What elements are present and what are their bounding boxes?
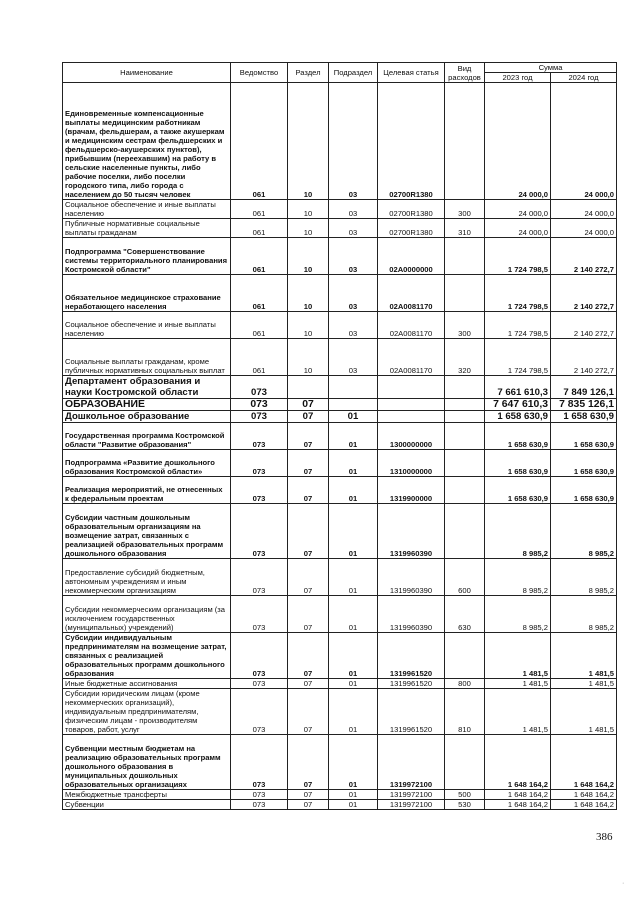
header-section: Раздел [288,63,329,83]
row-amount-2023: 24 000,0 [485,219,551,238]
header-subsection: Подраздел [329,63,378,83]
row-department: 061 [231,339,288,376]
edge-mark: · [622,880,625,887]
row-expense-type [445,238,485,275]
row-name: Социальное обеспечение и иные выплаты населению [63,312,231,339]
row-section: 07 [288,504,329,559]
row-amount-2024: 24 000,0 [551,219,617,238]
row-section: 10 [288,312,329,339]
row-target-article: 1319961520 [378,689,445,735]
table-row [63,679,617,689]
row-target-article: 1319961520 [378,679,445,689]
row-expense-type: 810 [445,689,485,735]
row-name: Социальное обеспечение и иные выплаты населению [63,200,231,219]
table-row [63,423,617,450]
row-expense-type: 800 [445,679,485,689]
row-subsection: 01 [329,735,378,790]
row-section: 10 [288,83,329,200]
row-department: 061 [231,275,288,312]
row-subsection: 01 [329,800,378,810]
row-department: 073 [231,790,288,800]
row-expense-type [445,83,485,200]
row-department: 061 [231,200,288,219]
row-target-article [378,411,445,423]
header-year-2024: 2024 год [551,73,617,83]
row-name: Государственная программа Костромской области "Развитие образования" [63,423,231,450]
row-name: Обязательное медицинское страхование неработающего населения [63,275,231,312]
row-section: 10 [288,339,329,376]
header-year-2023: 2023 год [485,73,551,83]
row-expense-type: 320 [445,339,485,376]
row-name: Социальные выплаты гражданам, кроме публичных нормативных социальных выплат [63,339,231,376]
row-expense-type: 630 [445,596,485,633]
row-name: Дошкольное образование [63,411,231,423]
row-amount-2024: 1 648 164,2 [551,790,617,800]
row-department: 073 [231,399,288,411]
table-row [63,735,617,790]
header-target-article: Целевая статья [378,63,445,83]
table-row [63,399,617,411]
row-name: Иные бюджетные ассигнования [63,679,231,689]
row-amount-2024: 2 140 272,7 [551,238,617,275]
row-department: 073 [231,596,288,633]
row-subsection: 01 [329,477,378,504]
row-department: 061 [231,219,288,238]
row-expense-type [445,376,485,399]
row-amount-2024: 1 481,5 [551,633,617,679]
row-section: 10 [288,275,329,312]
row-amount-2023: 1 724 798,5 [485,275,551,312]
row-target-article: 1319960390 [378,596,445,633]
row-amount-2024: 1 658 630,9 [551,411,617,423]
row-section: 07 [288,800,329,810]
row-department: 073 [231,800,288,810]
row-amount-2024: 24 000,0 [551,83,617,200]
row-amount-2024: 1 648 164,2 [551,735,617,790]
row-department: 073 [231,477,288,504]
row-target-article: 1319961520 [378,633,445,679]
row-section: 07 [288,399,329,411]
table-row [63,376,617,399]
row-subsection: 01 [329,504,378,559]
row-amount-2024: 1 658 630,9 [551,423,617,450]
row-name: Субсидии частным дошкольным образовательным организациям на возмещение затрат, связанных с реализацией образовательных программ дошкольного образования [63,504,231,559]
row-section: 10 [288,238,329,275]
row-amount-2023: 1 648 164,2 [485,790,551,800]
budget-table [62,62,617,810]
row-amount-2023: 8 985,2 [485,559,551,596]
table-row [63,504,617,559]
row-name: Субсидии индивидуальным предпринимателям на возмещение затрат, связанных с реализацией образовательных программ дошкольного образования [63,633,231,679]
row-expense-type [445,477,485,504]
row-section: 07 [288,689,329,735]
row-amount-2024: 8 985,2 [551,596,617,633]
row-section: 07 [288,411,329,423]
row-name: Субвенции [63,800,231,810]
row-amount-2024: 2 140 272,7 [551,312,617,339]
row-subsection: 01 [329,596,378,633]
row-amount-2023: 1 648 164,2 [485,735,551,790]
table-row [63,790,617,800]
table-row [63,559,617,596]
row-amount-2024: 1 481,5 [551,679,617,689]
row-target-article [378,399,445,411]
row-amount-2024: 8 985,2 [551,504,617,559]
row-name: Единовременные компенсационные выплаты медицинским работникам (врачам, фельдшерам, а также акушеркам и медицинским сестрам фельдшерских и фельдшерско-акушерских пунктов), прибывшим (переехавшим) на работу в сельские населенные пункты, либо рабочие поселки, либо поселки городского типа, либо города с населением до 50 тысяч человек [63,83,231,200]
row-target-article: 02А0081170 [378,312,445,339]
row-target-article: 1319960390 [378,559,445,596]
row-expense-type: 300 [445,200,485,219]
row-amount-2023: 1 481,5 [485,633,551,679]
row-subsection: 01 [329,450,378,477]
row-target-article: 1319972100 [378,790,445,800]
row-section: 07 [288,450,329,477]
row-subsection: 03 [329,275,378,312]
row-department: 073 [231,559,288,596]
row-expense-type: 530 [445,800,485,810]
table-row [63,339,617,376]
row-section: 07 [288,735,329,790]
row-expense-type [445,450,485,477]
row-expense-type: 600 [445,559,485,596]
row-department: 061 [231,83,288,200]
table-row [63,219,617,238]
row-expense-type: 310 [445,219,485,238]
row-amount-2023: 1 481,5 [485,689,551,735]
table-row [63,83,617,200]
table-row [63,312,617,339]
row-amount-2023: 1 724 798,5 [485,238,551,275]
row-amount-2023: 1 724 798,5 [485,312,551,339]
row-department: 073 [231,411,288,423]
row-department: 061 [231,238,288,275]
row-section: 07 [288,679,329,689]
row-target-article: 1310000000 [378,450,445,477]
row-section: 07 [288,596,329,633]
row-amount-2024: 1 648 164,2 [551,800,617,810]
row-amount-2024: 7 849 126,1 [551,376,617,399]
row-name: Межбюджетные трансферты [63,790,231,800]
row-amount-2024: 1 658 630,9 [551,477,617,504]
row-section: 10 [288,219,329,238]
row-expense-type [445,423,485,450]
row-subsection [329,376,378,399]
row-department: 073 [231,735,288,790]
row-amount-2023: 1 481,5 [485,679,551,689]
row-amount-2024: 7 835 126,1 [551,399,617,411]
row-subsection: 01 [329,679,378,689]
row-department: 073 [231,450,288,477]
row-section: 07 [288,559,329,596]
row-target-article: 02А0081170 [378,275,445,312]
row-amount-2023: 1 658 630,9 [485,423,551,450]
row-section: 07 [288,477,329,504]
row-amount-2023: 1 658 630,9 [485,450,551,477]
row-subsection: 03 [329,238,378,275]
row-name: Публичные нормативные социальные выплаты гражданам [63,219,231,238]
row-name: Субвенции местным бюджетам на реализацию образовательных программ дошкольного образования в муниципальных дошкольных образовательных организациях [63,735,231,790]
row-department: 073 [231,504,288,559]
row-target-article: 1300000000 [378,423,445,450]
row-name: Предоставление субсидий бюджетным, автономным учреждениям и иным некоммерческим организациям [63,559,231,596]
row-target-article: 02А0000000 [378,238,445,275]
table-row [63,238,617,275]
row-expense-type [445,504,485,559]
row-expense-type [445,411,485,423]
row-expense-type: 500 [445,790,485,800]
row-expense-type [445,735,485,790]
row-subsection [329,399,378,411]
row-amount-2023: 1 648 164,2 [485,800,551,810]
row-name: Подпрограмма "Совершенствование системы территориального планирования Костромской области" [63,238,231,275]
row-target-article: 1319900000 [378,477,445,504]
row-amount-2023: 7 647 610,3 [485,399,551,411]
table-row [63,596,617,633]
row-amount-2023: 1 658 630,9 [485,477,551,504]
row-name: Субсидии юридическим лицам (кроме некоммерческих организаций), индивидуальным предпринимателям, физическим лицам - производителям товаров, работ, услуг [63,689,231,735]
row-name: Субсидии некоммерческим организациям (за исключением государственных (муниципальных) учреждений) [63,596,231,633]
row-section: 10 [288,200,329,219]
row-amount-2024: 1 481,5 [551,689,617,735]
row-amount-2023: 7 661 610,3 [485,376,551,399]
row-subsection: 01 [329,423,378,450]
row-subsection: 01 [329,559,378,596]
row-expense-type: 300 [445,312,485,339]
row-subsection: 03 [329,83,378,200]
row-amount-2024: 2 140 272,7 [551,275,617,312]
row-amount-2023: 8 985,2 [485,504,551,559]
table-row [63,633,617,679]
row-department: 073 [231,423,288,450]
row-department: 073 [231,376,288,399]
row-name: Подпрограмма «Развитие дошкольного образования Костромской области» [63,450,231,477]
table-row [63,411,617,423]
table-row [63,800,617,810]
row-department: 061 [231,312,288,339]
row-target-article: 02700R1380 [378,83,445,200]
row-target-article: 02700R1380 [378,219,445,238]
table-header [63,63,617,83]
row-amount-2024: 24 000,0 [551,200,617,219]
table-row [63,275,617,312]
header-amount: Сумма [485,63,617,73]
header-expense-type: Вид расходов [445,63,485,83]
row-expense-type [445,275,485,312]
row-target-article: 02А0081170 [378,339,445,376]
row-department: 073 [231,689,288,735]
row-target-article [378,376,445,399]
row-subsection: 03 [329,312,378,339]
row-subsection: 03 [329,219,378,238]
row-amount-2023: 1 724 798,5 [485,339,551,376]
row-expense-type [445,633,485,679]
row-target-article: 1319972100 [378,800,445,810]
row-target-article: 1319972100 [378,735,445,790]
row-section: 07 [288,423,329,450]
row-subsection: 01 [329,633,378,679]
table-row [63,200,617,219]
table-body [63,83,617,810]
row-section [288,376,329,399]
row-name: Департамент образования и науки Костромской области [63,376,231,399]
row-name: ОБРАЗОВАНИЕ [63,399,231,411]
row-amount-2024: 8 985,2 [551,559,617,596]
row-amount-2024: 2 140 272,7 [551,339,617,376]
header-name: Наименование [63,63,231,83]
row-section: 07 [288,633,329,679]
row-department: 073 [231,633,288,679]
row-amount-2023: 8 985,2 [485,596,551,633]
table-row [63,689,617,735]
row-subsection: 03 [329,339,378,376]
row-amount-2023: 24 000,0 [485,83,551,200]
row-department: 073 [231,679,288,689]
row-name: Реализация мероприятий, не отнесенных к федеральным проектам [63,477,231,504]
row-expense-type [445,399,485,411]
row-subsection: 01 [329,689,378,735]
row-subsection: 01 [329,790,378,800]
row-amount-2023: 1 658 630,9 [485,411,551,423]
table-row [63,450,617,477]
row-subsection: 03 [329,200,378,219]
row-amount-2024: 1 658 630,9 [551,450,617,477]
row-amount-2023: 24 000,0 [485,200,551,219]
row-subsection: 01 [329,411,378,423]
row-section: 07 [288,790,329,800]
page-number: 386 [596,831,613,843]
header-department: Ведомство [231,63,288,83]
row-target-article: 02700R1380 [378,200,445,219]
table-row [63,477,617,504]
row-target-article: 1319960390 [378,504,445,559]
